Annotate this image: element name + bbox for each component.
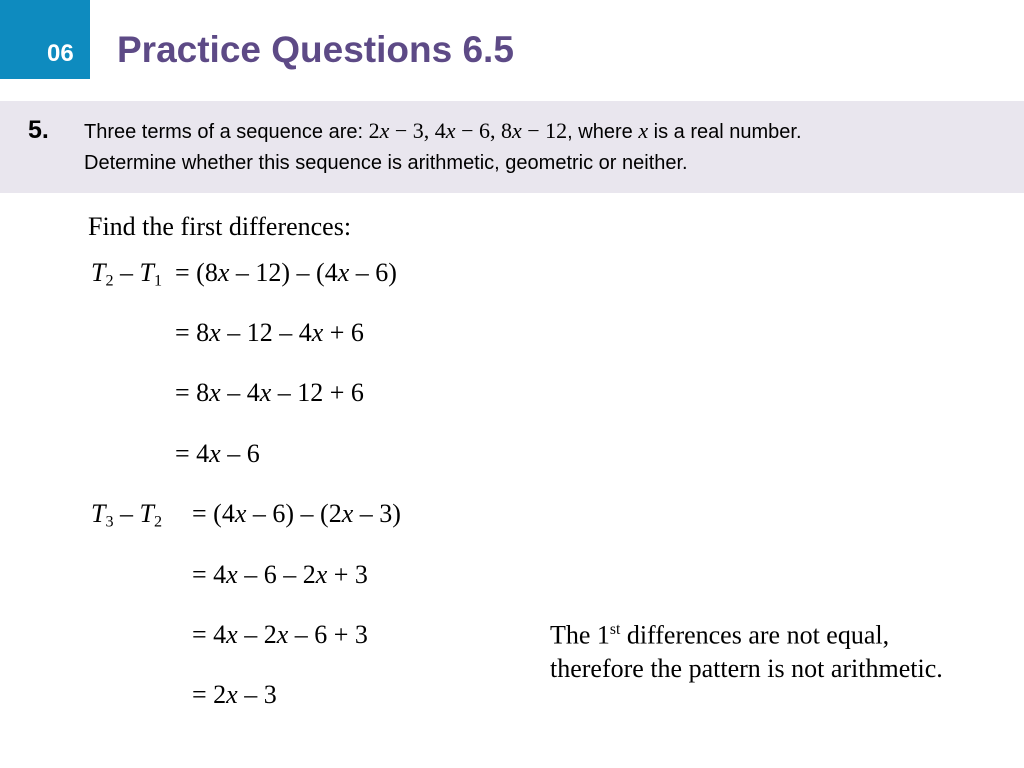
- question-text: [84, 115, 802, 179]
- question-number: 5.: [28, 116, 49, 144]
- question-tail: is a real number.: [653, 121, 802, 143]
- t3-step-3: = 4x – 2x – 6 + 3: [192, 620, 368, 649]
- t2-step-3: = 8x – 4x – 12 + 6: [175, 378, 364, 407]
- question-intro: Three terms of a sequence are:: [84, 121, 364, 143]
- t2-step-4: = 4x – 6: [175, 439, 260, 468]
- question-terms: 2x − 3, 4x − 6, 8x − 12: [368, 118, 568, 143]
- conclusion-line-1: The 1st differences are not equal,: [550, 620, 890, 650]
- t3-step-4: = 2x – 3: [192, 680, 277, 709]
- t3-minus-t2-label: $T_3 - T_2$: [91, 499, 163, 531]
- t2-minus-t1-label: $T_2 - T_1$: [91, 258, 163, 290]
- t3-step-2: = 4x – 6 – 2x + 3: [192, 560, 368, 589]
- question-panel: [0, 101, 1024, 193]
- chapter-number: 06: [47, 40, 74, 67]
- solution-heading: Find the first differences:: [88, 212, 352, 241]
- t3-step-1: = (4x – 6) – (2x – 3): [192, 499, 401, 528]
- t2-step-2: = 8x – 12 – 4x + 6: [175, 318, 364, 347]
- chapter-tab: [0, 0, 90, 79]
- page-title: Practice Questions 6.5: [117, 29, 514, 70]
- t2-step-1: = (8x – 12) – (4x – 6): [175, 258, 397, 287]
- conclusion-line-2: therefore the pattern is not arithmetic.: [550, 654, 943, 683]
- question-variable: x: [638, 118, 649, 143]
- question-line2: Determine whether this sequence is arithmetic, geometric or neither.: [84, 152, 688, 174]
- question-where: , where: [567, 121, 633, 143]
